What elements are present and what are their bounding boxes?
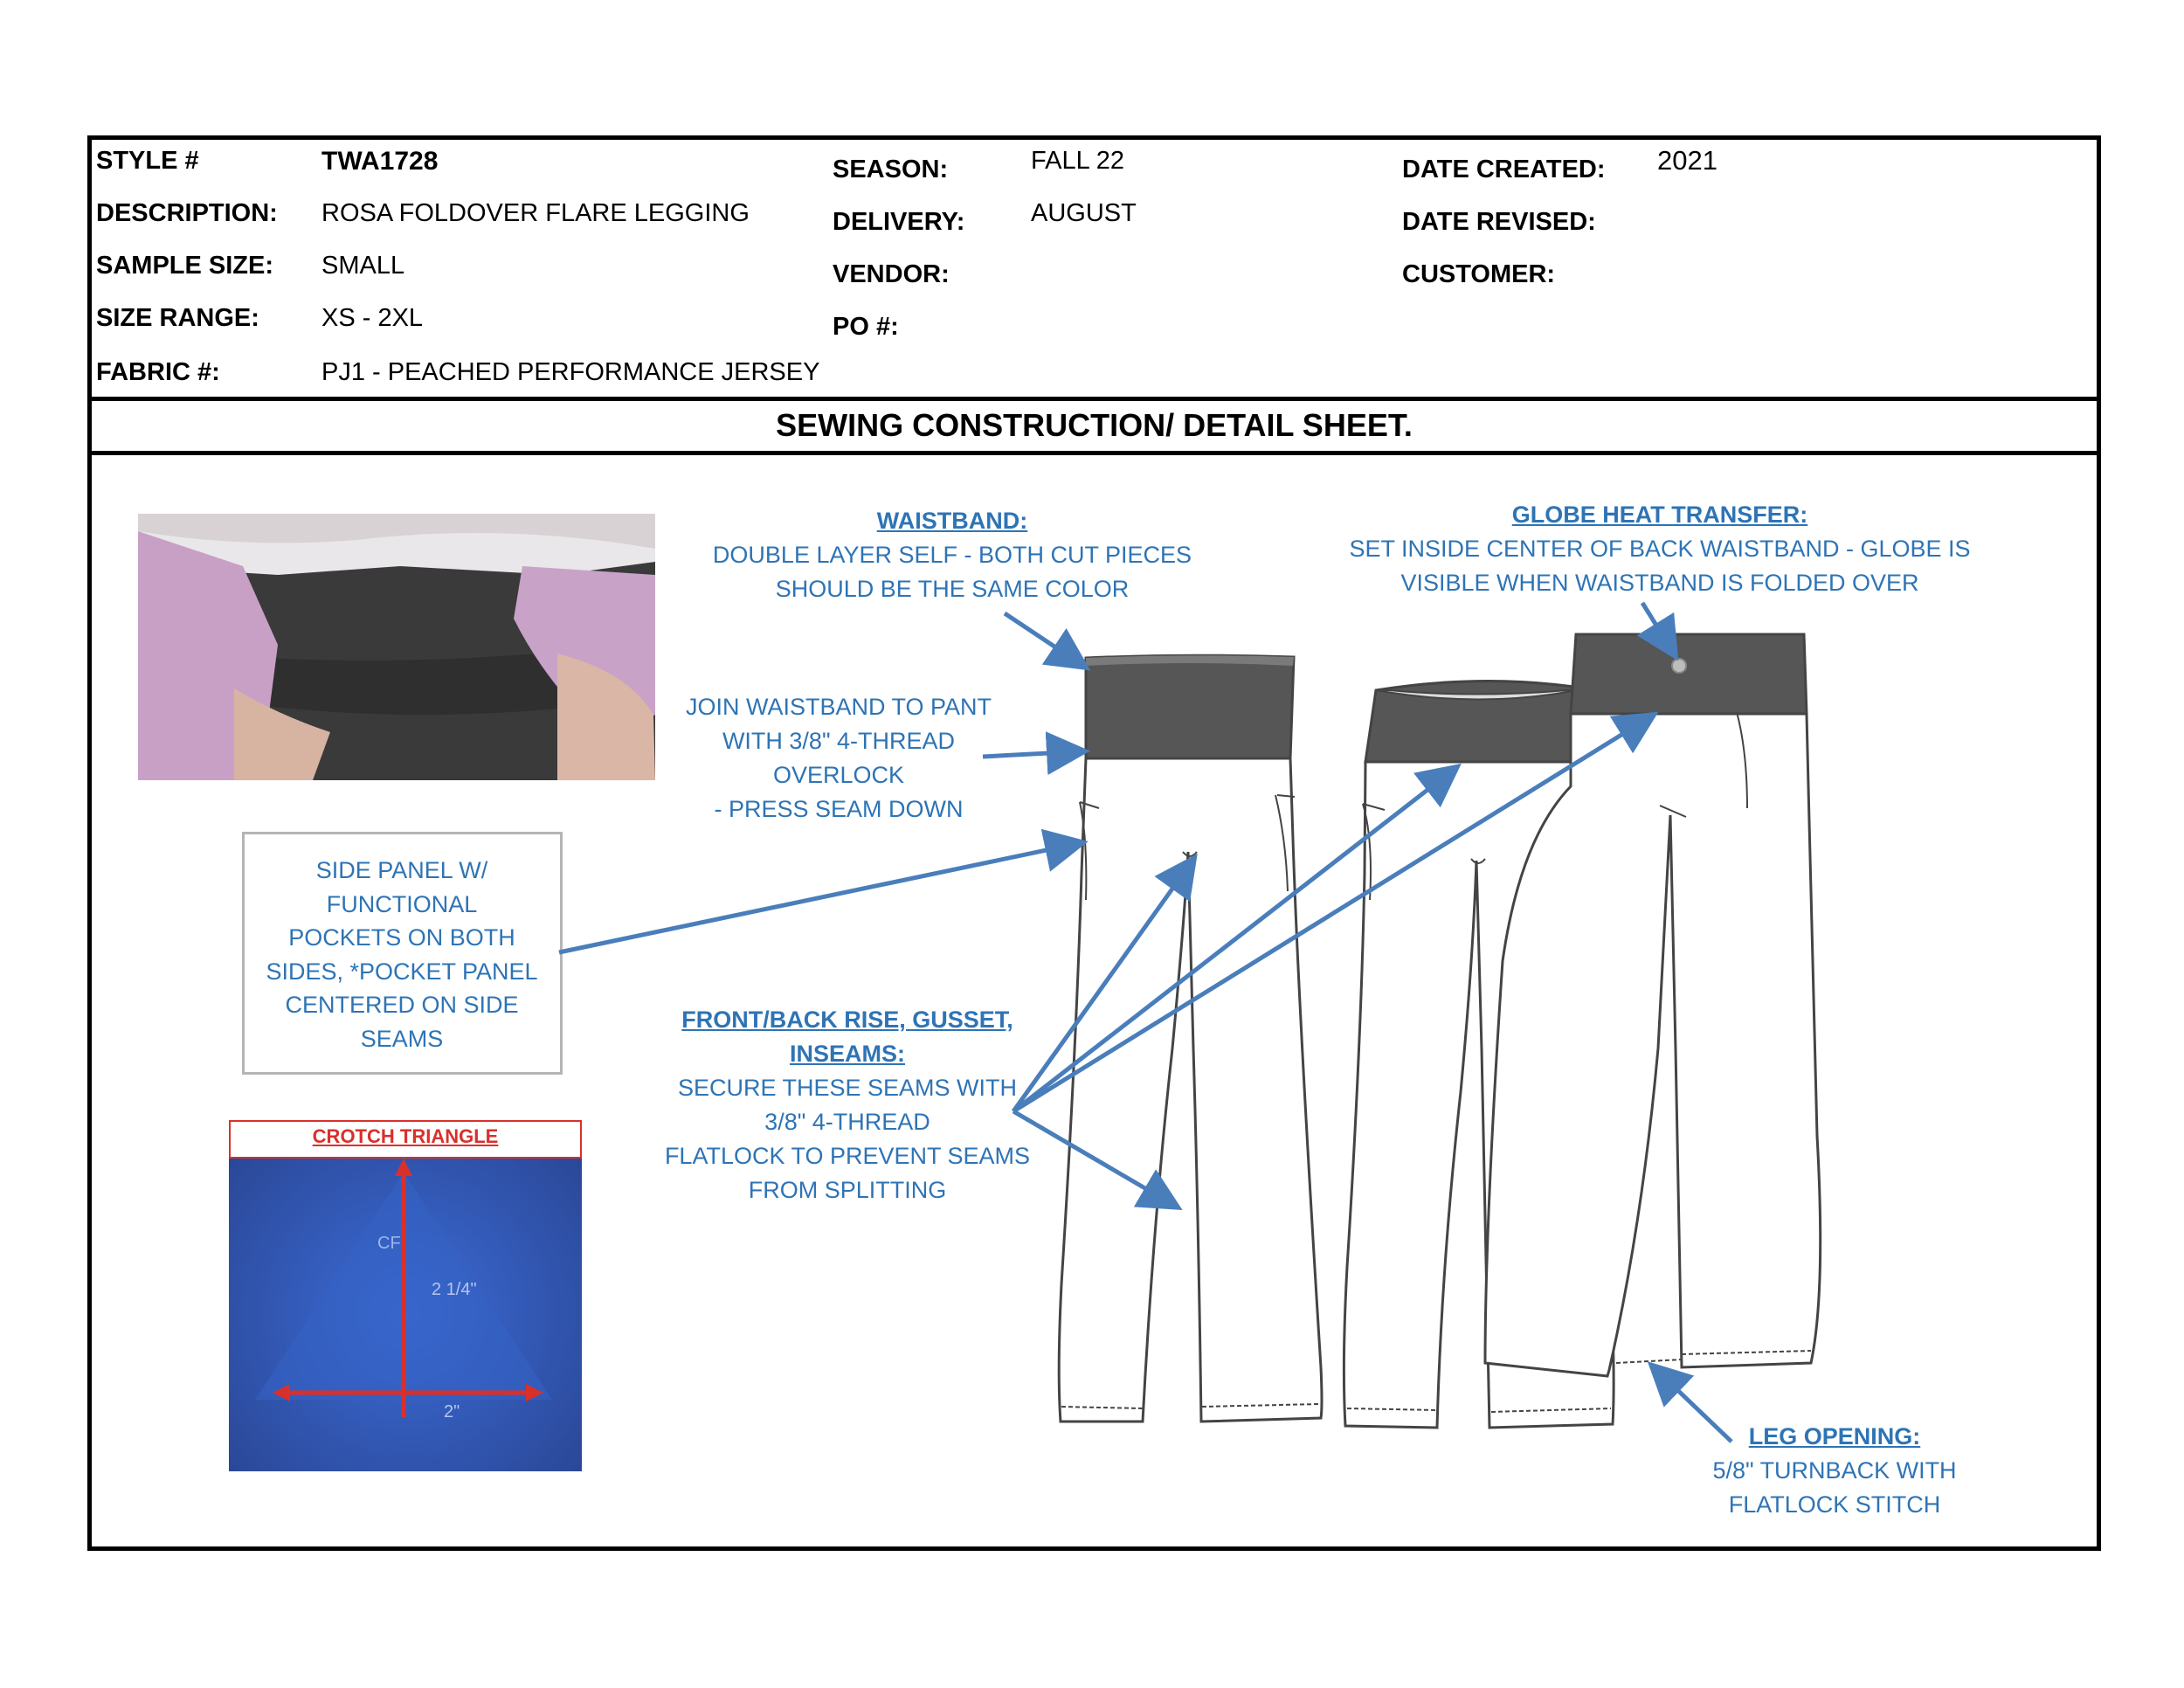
globe-heat-transfer xyxy=(1672,659,1686,673)
style-value: TWA1728 xyxy=(321,147,439,176)
season-value: FALL 22 xyxy=(1031,147,1124,175)
crotch-height-label: 2 1/4" xyxy=(432,1280,477,1299)
customer-label: CUSTOMER: xyxy=(1402,260,1556,288)
side-panel-line: FUNCTIONAL xyxy=(326,890,478,917)
rise-line: FLATLOCK TO PREVENT SEAMS xyxy=(664,1143,1031,1169)
date-created-label: DATE CREATED: xyxy=(1402,156,1606,183)
front-waistband xyxy=(1086,655,1294,758)
size-range-label: SIZE RANGE: xyxy=(96,304,259,332)
join-waistband-arrow xyxy=(983,751,1082,757)
crotch-cf-label: CF xyxy=(377,1234,401,1253)
date-revised-label: DATE REVISED: xyxy=(1402,208,1596,236)
size-range-value: XS - 2XL xyxy=(321,304,424,332)
season-label: SEASON: xyxy=(833,156,949,183)
sample-size-label: SAMPLE SIZE: xyxy=(96,252,274,280)
fabric-value: PJ1 - PEACHED PERFORMANCE JERSEY xyxy=(321,358,820,386)
globe-line: VISIBLE WHEN WAISTBAND IS FOLDED OVER xyxy=(1400,570,1919,596)
back-waistband xyxy=(1571,634,1807,714)
leg-opening-arrow xyxy=(1654,1367,1731,1442)
leg-opening-line: FLATLOCK STITCH xyxy=(1728,1491,1941,1518)
rise-heading-line: INSEAMS: xyxy=(789,1041,905,1067)
side-panel-line: SIDES, *POCKET PANEL xyxy=(266,958,538,985)
join-line: JOIN WAISTBAND TO PANT xyxy=(685,694,992,720)
fabric-label: FABRIC #: xyxy=(96,358,220,386)
rise-line: FROM SPLITTING xyxy=(748,1177,947,1203)
side-panel-line: CENTERED ON SIDE xyxy=(285,992,519,1018)
delivery-label: DELIVERY: xyxy=(833,208,965,236)
sample-size-value: SMALL xyxy=(321,252,405,280)
description-value: ROSA FOLDOVER FLARE LEGGING xyxy=(321,199,750,227)
globe-heading: GLOBE HEAT TRANSFER: xyxy=(1511,502,1808,528)
side-panel-line: SIDE PANEL W/ xyxy=(315,857,488,883)
side-panel-arrow xyxy=(559,843,1080,952)
waistband-line: DOUBLE LAYER SELF - BOTH CUT PIECES xyxy=(712,542,1192,568)
globe-line: SET INSIDE CENTER OF BACK WAISTBAND - GLOBE IS xyxy=(1349,536,1971,562)
sheet-title: SEWING CONSTRUCTION/ DETAIL SHEET. xyxy=(776,407,1413,443)
crotch-triangle-title: CROTCH TRIANGLE xyxy=(312,1125,499,1147)
front-pant-body xyxy=(1059,758,1322,1422)
join-line: - PRESS SEAM DOWN xyxy=(714,796,964,822)
side-panel-line: SEAMS xyxy=(360,1025,444,1052)
join-line: OVERLOCK xyxy=(772,762,905,788)
style-label: STYLE # xyxy=(96,147,199,175)
delivery-value: AUGUST xyxy=(1031,199,1137,227)
rise-heading-line: FRONT/BACK RISE, GUSSET, xyxy=(681,1007,1013,1033)
vendor-label: VENDOR: xyxy=(833,260,950,288)
waistband-line: SHOULD BE THE SAME COLOR xyxy=(775,576,1130,602)
description-label: DESCRIPTION: xyxy=(96,199,278,227)
join-line: WITH 3/8" 4-THREAD xyxy=(722,728,956,754)
waistband-heading: WAISTBAND: xyxy=(876,508,1028,534)
date-created-value: 2021 xyxy=(1657,145,1717,176)
crotch-width-label: 2" xyxy=(444,1402,460,1422)
waistband-arrow xyxy=(1005,613,1083,666)
side-panel-line: POCKETS ON BOTH xyxy=(288,924,515,951)
front-pant-sketch xyxy=(1059,655,1322,1422)
po-label: PO #: xyxy=(833,313,899,341)
leg-opening-line: 5/8" TURNBACK WITH xyxy=(1712,1457,1957,1484)
leg-opening-heading: LEG OPENING: xyxy=(1748,1423,1921,1449)
rise-line: SECURE THESE SEAMS WITH xyxy=(677,1075,1018,1101)
rise-line: 3/8" 4-THREAD xyxy=(764,1109,930,1135)
